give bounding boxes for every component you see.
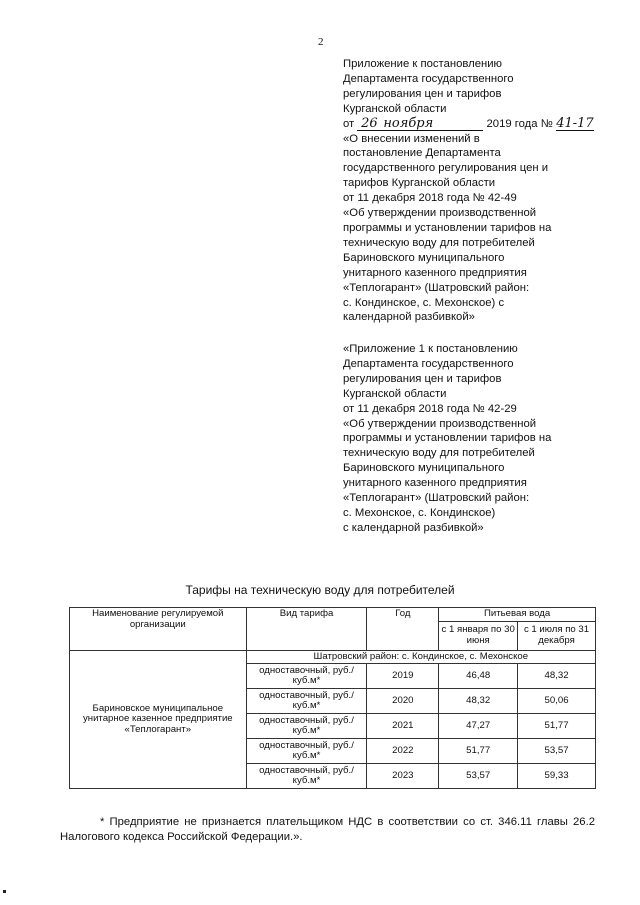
- appendix-line: постановление Департамента: [343, 147, 501, 160]
- header-period-1: с 1 января по 30 июня: [439, 621, 518, 650]
- district-row: Шатровский район: с. Кондинское, с. Мехонское: [246, 650, 595, 664]
- appendix-line: «О внесении изменений в: [343, 132, 480, 145]
- header-tariff-type: Вид тарифа: [246, 608, 367, 651]
- appendix-line: Курганской области: [343, 102, 447, 115]
- date-year-text: 2019 года №: [486, 117, 553, 130]
- appendix-line: техническую воду для потребителей: [343, 447, 535, 460]
- tariff-value-period-2: 48,32: [518, 664, 596, 689]
- appendix-line: Курганской области: [343, 387, 447, 400]
- appendix-line: с. Мехонское, с. Кондинское): [343, 506, 496, 519]
- tariff-type-cell: одноставочный, руб./куб.м*: [246, 714, 367, 739]
- tariff-value-period-2: 51,77: [518, 714, 596, 739]
- tariff-table: [69, 607, 596, 789]
- tariff-value-period-1: 51,77: [439, 739, 518, 764]
- date-prefix: от: [343, 117, 355, 130]
- handwritten-day: 26: [357, 118, 381, 131]
- tariff-value-period-2: 53,57: [518, 739, 596, 764]
- appendix-line: программы и установлении тарифов на: [343, 432, 552, 445]
- appendix-line: «Теплогарант» (Шатровский район:: [343, 281, 530, 294]
- appendix-line: «Приложение 1 к постановлению: [343, 343, 518, 355]
- handwritten-month: ноября: [381, 118, 483, 131]
- header-drinking-water: Питьевая вода: [439, 608, 596, 622]
- tariff-value-period-1: 48,32: [439, 689, 518, 714]
- tariff-type-cell: одноставочный, руб./куб.м*: [246, 764, 367, 789]
- handwritten-doc-number: 41-17: [556, 115, 594, 131]
- appendix-line: регулирования цен и тарифов: [343, 372, 502, 385]
- appendix-date-line: [343, 117, 603, 132]
- appendix-line: Бариновского муниципального: [343, 462, 505, 475]
- appendix-line: Департамента государственного: [343, 72, 514, 85]
- appendix-line: Департамента государственного: [343, 357, 514, 370]
- appendix-line: техническую воду для потребителей: [343, 236, 535, 249]
- header-period-2: с 1 июля по 31 декабря: [518, 621, 596, 650]
- tariff-value-period-1: 46,48: [439, 664, 518, 689]
- appendix-line: с. Кондинское, с. Мехонское) с: [343, 296, 505, 309]
- year-cell: 2019: [367, 664, 439, 689]
- appendix-line: «Об утверждении производственной: [343, 417, 537, 430]
- page-number: 2: [318, 36, 324, 48]
- scan-mark: [3, 890, 6, 893]
- appendix-line: программы и установлении тарифов на: [343, 221, 552, 234]
- tariff-type-cell: одноставочный, руб./куб.м*: [246, 664, 367, 689]
- appendix-line: с календарной разбивкой»: [343, 521, 484, 534]
- year-cell: 2023: [367, 764, 439, 789]
- appendix-line: Бариновского муниципального: [343, 251, 505, 264]
- appendix-line: Приложение к постановлению: [343, 58, 503, 70]
- appendix-lines-before-date: [343, 57, 603, 117]
- appendix-line: «Об утверждении производственной: [343, 207, 537, 220]
- appendix-header-original: [343, 342, 603, 536]
- appendix-line: календарной разбивкой»: [343, 311, 475, 324]
- header-organization: Наименование регулируемой организации: [70, 608, 247, 651]
- tariff-type-cell: одноставочный, руб./куб.м*: [246, 739, 367, 764]
- appendix-line: унитарного казенного предприятия: [343, 266, 527, 279]
- appendix-line: тарифов Курганской области: [343, 177, 496, 190]
- appendix-line: унитарного казенного предприятия: [343, 477, 527, 490]
- appendix-line: от 11 декабря 2018 года № 42-49: [343, 192, 517, 205]
- tariff-value-period-1: 53,57: [439, 764, 518, 789]
- year-cell: 2022: [367, 739, 439, 764]
- appendix-line: регулирования цен и тарифов: [343, 87, 502, 100]
- appendix-header-current: [343, 57, 603, 325]
- appendix-line: «Теплогарант» (Шатровский район:: [343, 492, 530, 505]
- organization-name: Бариновское муниципальное унитарное казенное предприятие «Теплогарант»: [70, 650, 247, 789]
- appendix-lines-after-date: [343, 132, 603, 326]
- appendix-line: от 11 декабря 2018 года № 42-29: [343, 402, 517, 415]
- table-title: Тарифы на техническую воду для потребителей: [185, 583, 455, 597]
- appendix-line: государственного регулирования цен и: [343, 162, 549, 175]
- footnote: * Предприятие не признается плательщиком НДС в соответствии со ст. 346.11 главы 26.2 Налогового кодекса Российской Федерации.».: [60, 816, 595, 843]
- year-cell: 2021: [367, 714, 439, 739]
- year-cell: 2020: [367, 689, 439, 714]
- tariff-value-period-2: 59,33: [518, 764, 596, 789]
- tariff-type-cell: одноставочный, руб./куб.м*: [246, 689, 367, 714]
- tariff-value-period-2: 50,06: [518, 689, 596, 714]
- tariff-value-period-1: 47,27: [439, 714, 518, 739]
- header-year: Год: [367, 608, 439, 651]
